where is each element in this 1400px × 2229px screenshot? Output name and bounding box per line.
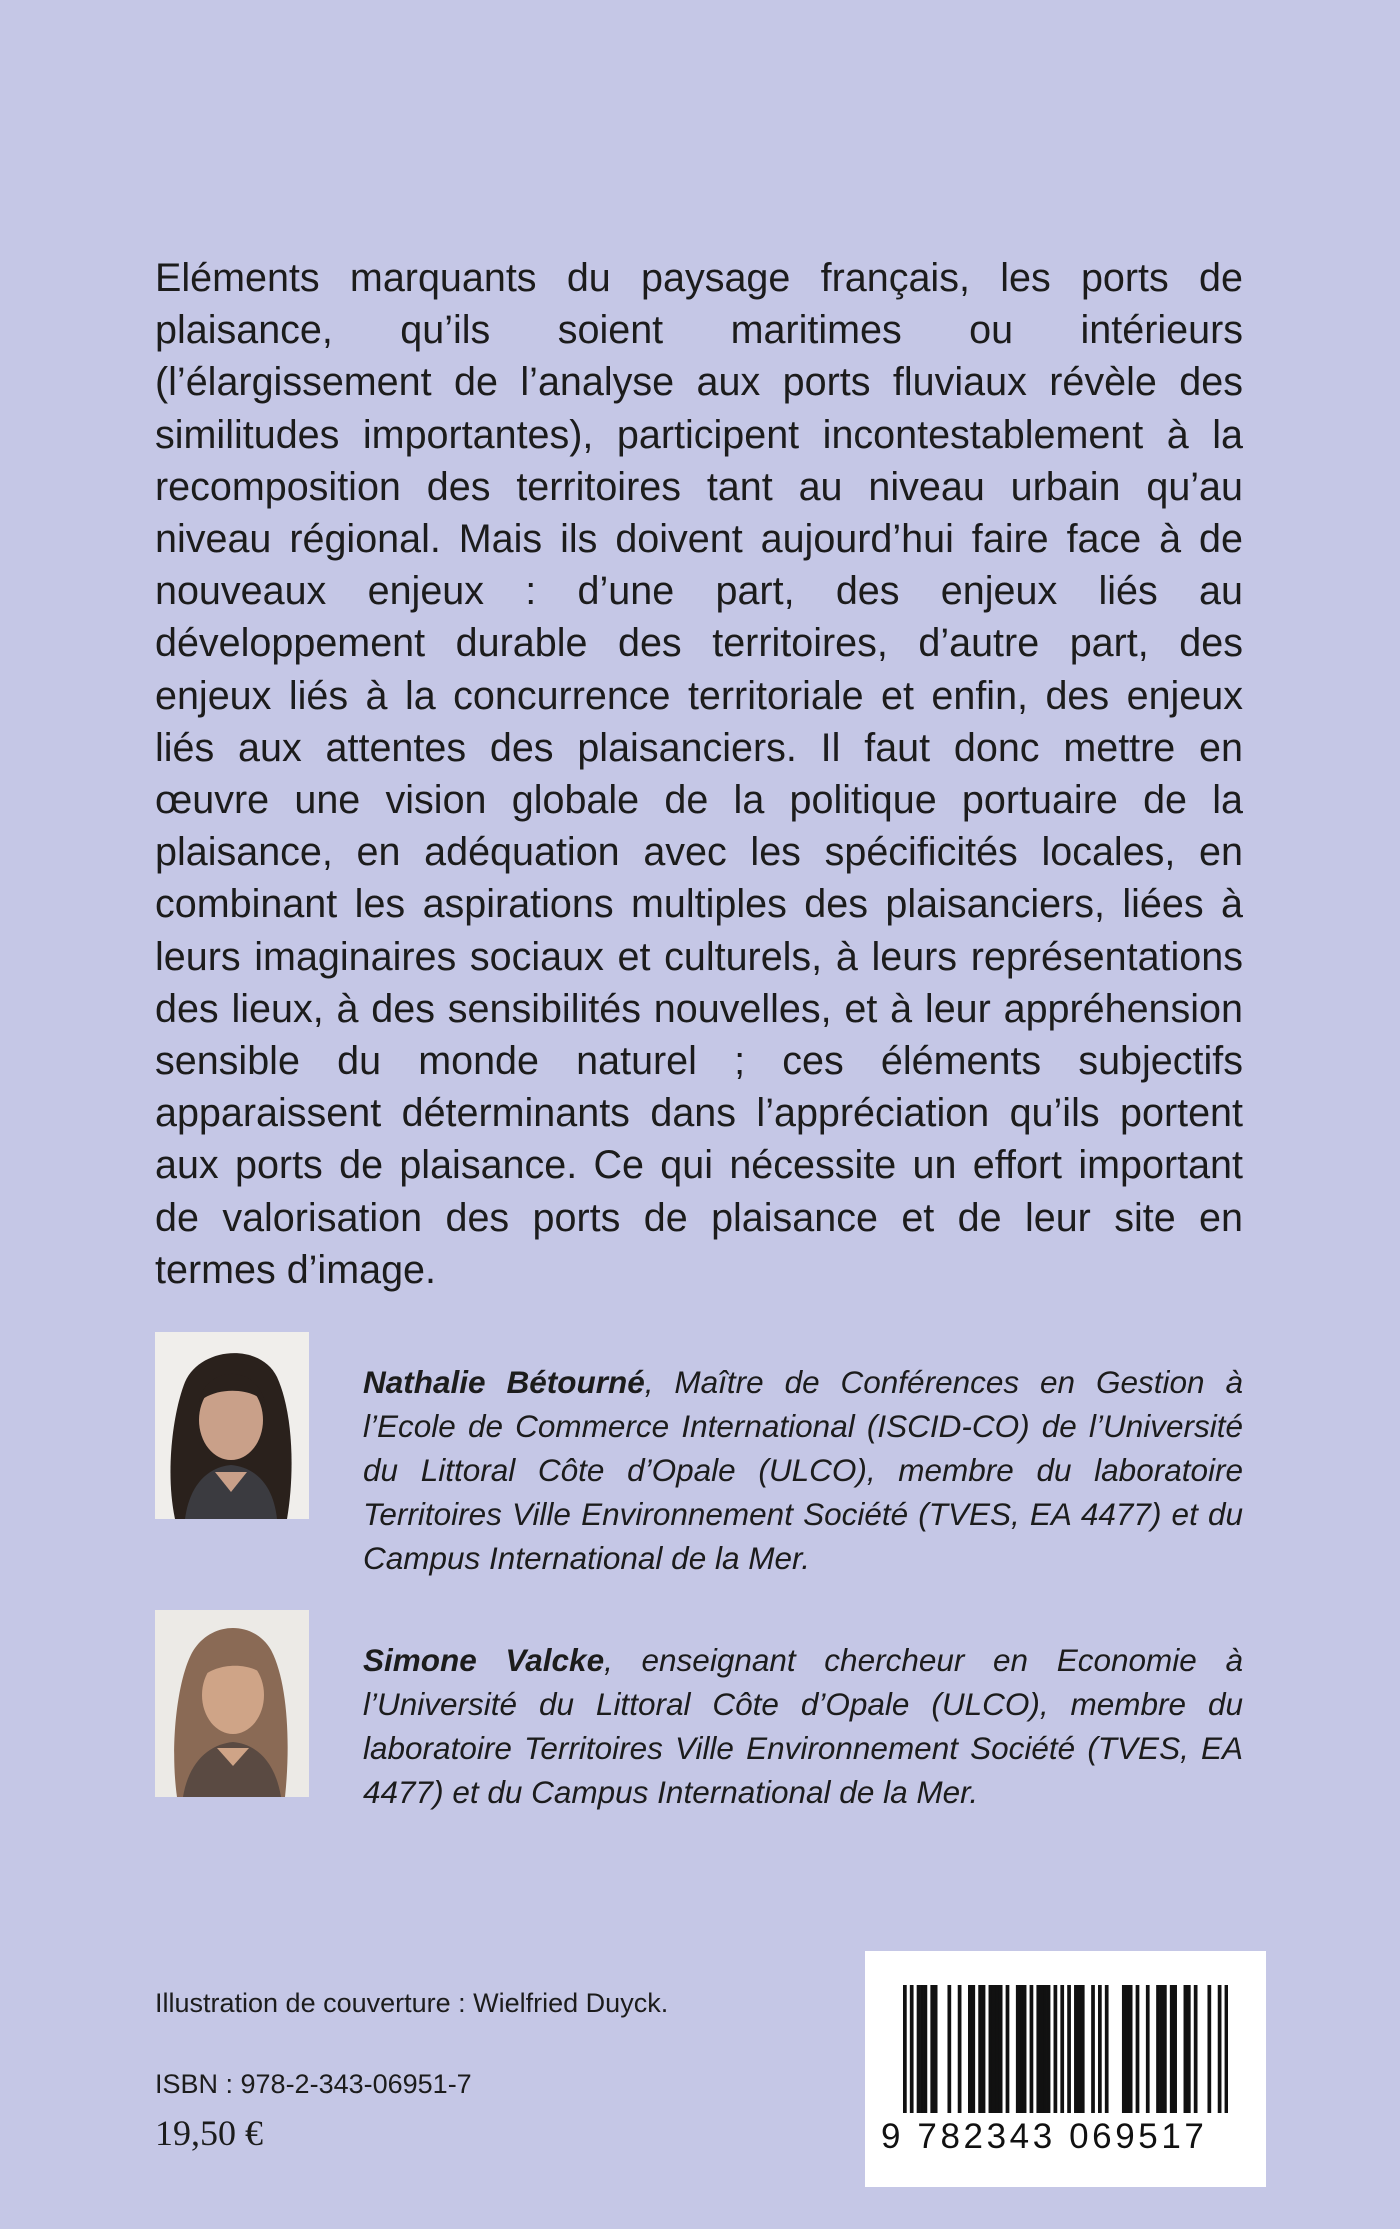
barcode-bar: [1077, 1985, 1081, 2113]
barcode-bar: [1047, 1985, 1051, 2113]
barcode-bar: [1016, 1985, 1020, 2113]
barcode-bar: [1043, 1985, 1047, 2113]
author-name-betourne: Nathalie Bétourné: [363, 1364, 645, 1400]
barcode-bar: [1091, 1985, 1095, 2113]
barcode-bar: [1218, 1985, 1222, 2113]
author-photo-valcke: [155, 1610, 309, 1797]
cover-illustration-credit: Illustration de couverture : Wielfried Duyck.: [155, 1988, 669, 2018]
barcode-digits: 9 782343 069517: [881, 2117, 1208, 2156]
barcode-bar: [1122, 1985, 1126, 2113]
barcode-bar: [910, 1985, 914, 2113]
isbn: ISBN : 978-2-343-06951-7: [155, 2069, 472, 2099]
barcode-bar: [1125, 1985, 1129, 2113]
barcode-bar: [1006, 1985, 1010, 2113]
barcode-bar: [1054, 1985, 1058, 2113]
barcode-bar: [1156, 1985, 1160, 2113]
barcode-bar: [995, 1985, 999, 2113]
author-bio-valcke: [363, 1638, 1243, 1814]
barcode-bar: [1081, 1985, 1085, 2113]
barcode-bar: [1194, 1985, 1198, 2113]
price: 19,50 €: [155, 2113, 263, 2153]
barcode-bar: [1170, 1985, 1174, 2113]
barcode-bar: [968, 1985, 972, 2113]
barcode-bar: [1105, 1985, 1109, 2113]
barcode-bar: [930, 1985, 934, 2113]
barcode-bar: [947, 1985, 951, 2113]
barcode-bar: [1074, 1985, 1078, 2113]
barcode-bar: [1163, 1985, 1167, 2113]
barcode-bar: [978, 1985, 982, 2113]
barcode-bar: [1023, 1985, 1027, 2113]
barcode-bar: [989, 1985, 993, 2113]
barcode-bar: [971, 1985, 975, 2113]
barcode-bar: [1129, 1985, 1133, 2113]
author-name-valcke: Simone Valcke: [363, 1642, 605, 1678]
barcode-bar: [1173, 1985, 1177, 2113]
barcode-bars: [903, 1985, 1228, 2123]
barcode-bar: [1067, 1985, 1071, 2113]
barcode-bar: [1040, 1985, 1044, 2113]
barcode-bar: [992, 1985, 996, 2113]
barcode-bar: [1098, 1985, 1102, 2113]
barcode-bar: [999, 1985, 1003, 2113]
barcode-bar: [1136, 1985, 1140, 2113]
barcode-bar: [1160, 1985, 1164, 2113]
barcode-bar: [1036, 1985, 1040, 2113]
barcode-bar: [920, 1985, 924, 2113]
author-bio-betourne: [363, 1360, 1243, 1580]
barcode-bar: [1030, 1985, 1034, 2113]
barcode-bar: [917, 1985, 921, 2113]
barcode-bar: [1207, 1985, 1211, 2113]
barcode-bar: [903, 1985, 907, 2113]
barcode-bar: [958, 1985, 962, 2113]
author-bio-text-betourne: , Maître de Conférences en Gestion à l’Ecole de Commerce International (ISCID-CO) de l’Université du Littoral Côte d’Opale (ULCO), membre du laboratoire Territoires Ville Environnement Société (TVES, EA 4477) et du Campus International de la Mer.: [363, 1364, 1243, 1576]
barcode-bar: [1060, 1985, 1064, 2113]
barcode-bar: [1019, 1985, 1023, 2113]
barcode-bar: [1184, 1985, 1188, 2113]
back-cover-blurb: Eléments marquants du paysage français, les ports de plaisance, qu’ils soient maritimes ou intérieurs (l’élargissement de l’analyse aux ports fluviaux révèle des similitudes importantes), participent incontestablement à la recomposition des territoires tant au niveau urbain qu’au niveau régional. Mais ils doivent aujourd’hui faire face à de nouveaux enjeux : d’une part, des enjeux liés au développement durable des territoires, d’autre part, des enjeux liés à la concurrence territoriale et enfin, des enjeux liés aux attentes des plaisanciers. Il faut donc mettre en œuvre une vision globale de la politique portuaire de la plaisance, en adéquation avec les spécificités locales, en combinant les aspirations multiples des plaisanciers, liées à leurs imaginaires sociaux et culturels, à leurs représentations des lieux, à des sensibilités nouvelles, et à leur appréhension sensible du monde naturel ; ces éléments subjectifs apparaissent déterminants dans l’appréciation qu’ils portent aux ports de plaisance. Ce qui nécessite un effort important de valorisation des ports de plaisance et de leur site en termes d’image.: [155, 256, 1243, 1292]
barcode-bar: [934, 1985, 938, 2113]
barcode-bar: [924, 1985, 928, 2113]
barcode-bar: [1187, 1985, 1191, 2113]
author-photo-betourne: [155, 1332, 309, 1519]
barcode: [865, 1951, 1266, 2187]
barcode-bar: [1146, 1985, 1150, 2113]
barcode-bar: [982, 1985, 986, 2113]
barcode-bar: [1225, 1985, 1228, 2113]
author-bio-text-valcke: , enseignant chercheur en Economie à l’Université du Littoral Côte d’Opale (ULCO), membre du laboratoire Territoires Ville Environnement Société (TVES, EA 4477) et du Campus International de la Mer.: [363, 1642, 1243, 1810]
